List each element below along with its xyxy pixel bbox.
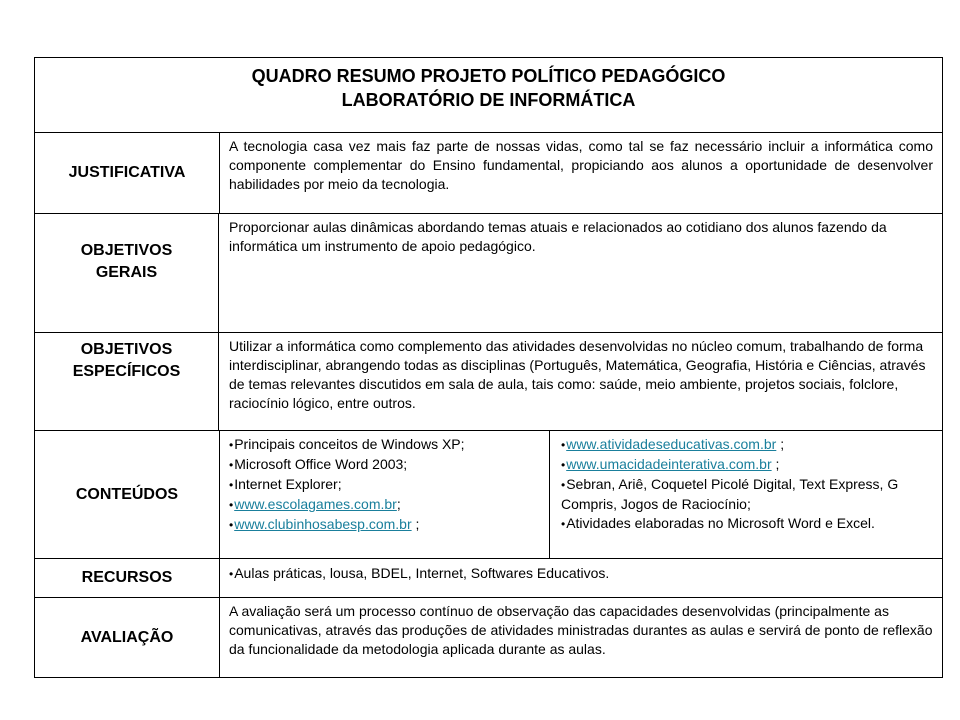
list-item: • Microsoft Office Word 2003;	[229, 455, 543, 475]
list-item: • www.atividadeseducativas.com.br ;	[561, 435, 936, 455]
list-item: • www.clubinhosabesp.com.br ;	[229, 515, 543, 535]
recursos-text: • Aulas práticas, lousa, BDEL, Internet, Softwares Educativos.	[229, 565, 609, 581]
page-title	[35, 64, 942, 112]
summary-table	[34, 57, 943, 678]
label-recursos: RECURSOS	[35, 559, 220, 597]
conteudos-left-list	[220, 431, 550, 558]
label-line-2: GERAIS	[95, 264, 158, 281]
list-item: • Sebran, Ariê, Coquetel Picolé Digital, Text Express, G Compris, Jogos de Raciocínio;	[561, 475, 936, 514]
list-item: • Principais conceitos de Windows XP;	[229, 435, 543, 455]
row-justificativa	[35, 132, 942, 213]
row-avaliacao	[35, 597, 942, 677]
content-avaliacao: A avaliação será um processo contínuo de observação das capacidades desenvolvidas (principalmente as comunicativas, através das produções de atividades ministradas durantes as aulas e servirá de ponto de reflexão da funcionalidade da metodologia aplicada durante as aulas.	[229, 603, 933, 657]
row-conteudos	[35, 430, 942, 558]
label-line-1: OBJETIVOS	[80, 341, 173, 358]
label-conteudos: CONTEÚDOS	[35, 431, 220, 558]
label-line-2: ESPECÍFICOS	[72, 363, 181, 380]
label-line-1: OBJETIVOS	[80, 242, 173, 259]
list-item: • www.umacidadeinterativa.com.br ;	[561, 455, 936, 475]
link-escolagames[interactable]: www.escolagames.com.br	[234, 496, 397, 512]
label-avaliacao: AVALIAÇÃO	[35, 598, 220, 677]
list-item: • Atividades elaboradas no Microsoft Word e Excel.	[561, 514, 936, 534]
link-atividadeseducativas[interactable]: www.atividadeseducativas.com.br	[566, 436, 777, 452]
title-line-2: LABORATÓRIO DE INFORMÁTICA	[341, 90, 636, 110]
row-recursos	[35, 558, 942, 597]
list-item: • Internet Explorer;	[229, 475, 543, 495]
list-item: • www.escolagames.com.br;	[229, 495, 543, 515]
content-objetivos-gerais: Proporcionar aulas dinâmicas abordando temas atuais e relacionados ao cotidiano dos alunos fazendo da informática um instrumento de apoio pedagógico.	[229, 219, 887, 254]
content-objetivos-especificos: Utilizar a informática como complemento das atividades desenvolvidas no núcleo comum, trabalhando de forma interdisciplinar, abrangendo todas as disciplinas (Português, Matemática, Geografia, História e Ciências, através de temas relevantes discutidos em sala de aula, tais como: saúde, meio ambiente, projetos sociais, folclore, raciocínio lógico, entre outros.	[229, 338, 926, 411]
row-objetivos-gerais	[35, 213, 942, 332]
title-row	[35, 58, 942, 132]
content-recursos	[220, 559, 942, 597]
label-justificativa: JUSTIFICATIVA	[35, 133, 220, 213]
label-objetivos-gerais	[35, 214, 219, 332]
title-line-1: QUADRO RESUMO PROJETO POLÍTICO PEDAGÓGICO	[251, 66, 726, 86]
row-objetivos-especificos	[35, 332, 942, 430]
label-objetivos-especificos	[35, 333, 219, 430]
link-clubinhosabesp[interactable]: www.clubinhosabesp.com.br	[234, 516, 412, 532]
conteudos-right-list	[550, 431, 942, 558]
link-umacidadeinterativa[interactable]: www.umacidadeinterativa.com.br	[566, 456, 772, 472]
content-justificativa: A tecnologia casa vez mais faz parte de nossas vidas, como tal se faz necessário incluir a informática como componente complementar do Ensino fundamental, propiciando aos alunos a oportunidade de desenvolver habilidades por meio da tecnologia.	[229, 138, 933, 192]
